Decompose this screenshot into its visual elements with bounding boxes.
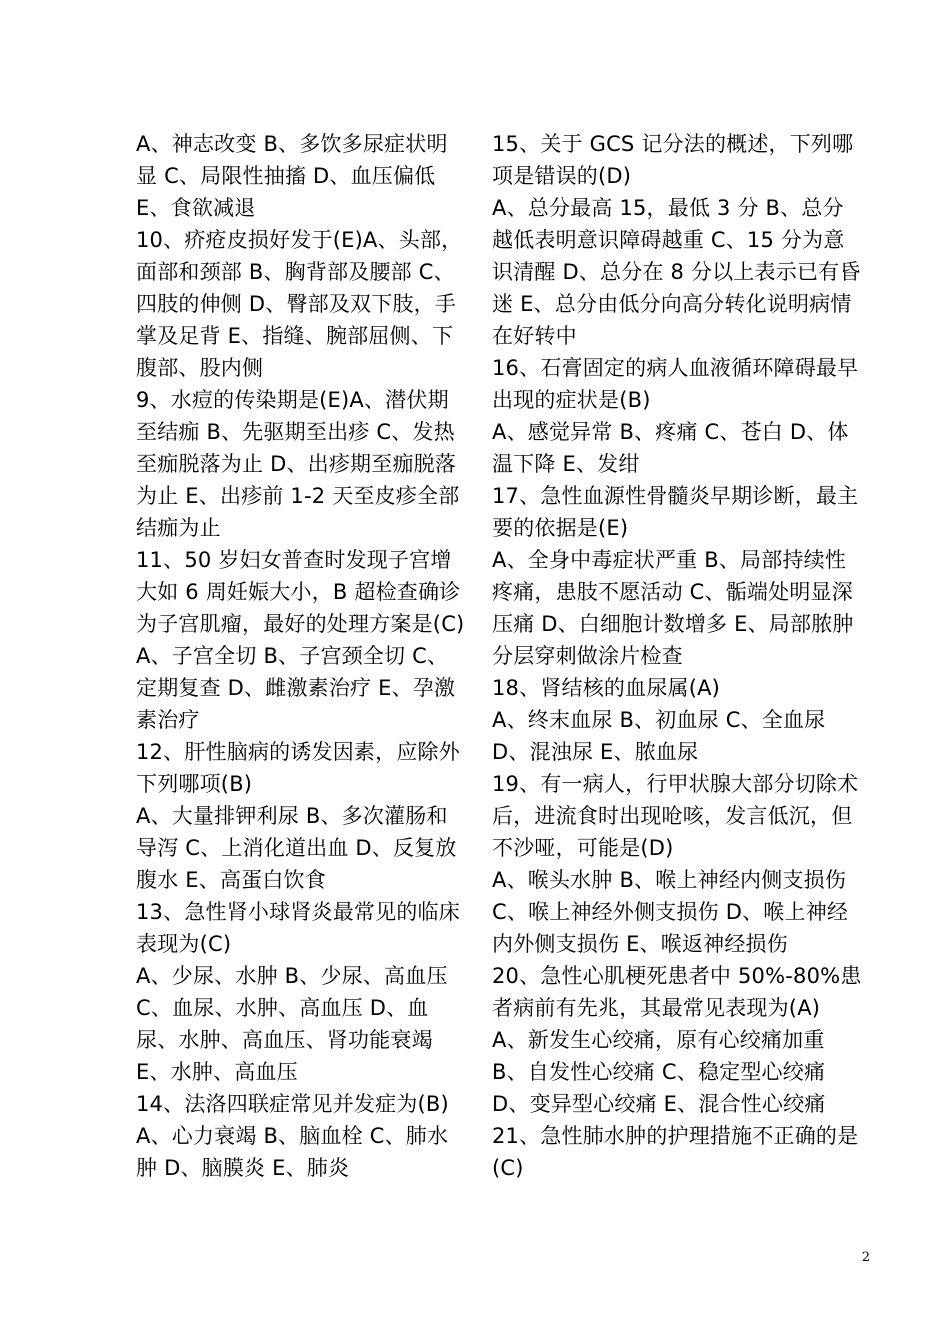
question-13-options: A、少尿、水肿 B、少尿、高血压 C、血尿、水肿、高血压 D、血尿、水肿、高血压、肾功能衰竭 E、水肿、高血压	[136, 964, 448, 1084]
page-number: 2	[861, 1250, 870, 1265]
question-18: 18、肾结核的血尿属(A)	[492, 676, 721, 700]
question-10: 10、疥疮皮损好发于(E)A、头部，面部和颈部 B、胸背部及腰部 C、四肢的伸侧 D、臀部及双下肢，手掌及足背 E、指缝、腕部屈侧、下腹部、股内侧	[136, 228, 463, 380]
question-20-options: A、新发生心绞痛，原有心绞痛加重 B、自发性心绞痛 C、稳定型心绞痛 D、变异型心绞痛 E、混合性心绞痛	[492, 1028, 826, 1116]
question-16: 16、石膏固定的病人血液循环障碍最早出现的症状是(B)	[492, 356, 859, 412]
question-17: 17、急性血源性骨髓炎早期诊断，最主要的依据是(E)	[492, 484, 859, 540]
question-11-options: A、子宫全切 B、子宫颈全切 C、定期复查 D、雌激素治疗 E、孕激素治疗	[136, 644, 456, 732]
question-21: 21、急性肺水肿的护理措施不正确的是(C)	[492, 1124, 859, 1180]
question-12: 12、肝性脑病的诱发因素，应除外下列哪项(B)	[136, 740, 460, 796]
question-13: 13、急性肾小球肾炎最常见的临床表现为(C)	[136, 900, 460, 956]
question-19-options: A、喉头水肿 B、喉上神经内侧支损伤 C、喉上神经外侧支损伤 D、喉上神经内外侧支损伤 E、喉返神经损伤	[492, 868, 849, 956]
question-17-options: A、全身中毒症状严重 B、局部持续性疼痛，患肢不愿活动 C、骺端处明显深压痛 D、白细胞计数增多 E、局部脓肿分层穿刺做涂片检查	[492, 548, 854, 668]
question-15-options: A、总分最高 15，最低 3 分 B、总分越低表明意识障碍越重 C、15 分为意识清醒 D、总分在 8 分以上表示已有昏迷 E、总分由低分向高分转化说明病情在好转中	[492, 196, 861, 348]
question-20: 20、急性心肌梗死患者中 50%-80%患者病前有先兆，其最常见表现为(A)	[492, 964, 862, 1020]
right-column	[492, 128, 862, 1184]
question-12-options: A、大量排钾利尿 B、多次灌肠和导泻 C、上消化道出血 D、反复放腹水 E、高蛋白饮食	[136, 804, 457, 892]
question-19: 19、有一病人，行甲状腺大部分切除术后，进流食时出现呛咳，发言低沉，但不沙哑，可能是(D)	[492, 772, 859, 860]
question-15: 15、关于 GCS 记分法的概述，下列哪项是错误的(D)	[492, 132, 854, 188]
question-14: 14、法洛四联症常见并发症为(B)	[136, 1092, 449, 1116]
question-11: 11、50 岁妇女普查时发现子宫增大如 6 周妊娠大小，B 超检查确诊为子宫肌瘤，最好的处理方案是(C)	[136, 548, 465, 636]
question-18-options: A、终末血尿 B、初血尿 C、全血尿 D、混浊尿 E、脓血尿	[492, 708, 826, 764]
question-16-options: A、感觉异常 B、疼痛 C、苍白 D、体温下降 E、发绀	[492, 420, 849, 476]
question-14-options: A、心力衰竭 B、脑血栓 C、肺水肿 D、脑膜炎 E、肺炎	[136, 1124, 449, 1180]
option-line: A、神志改变 B、多饮多尿症状明显 C、局限性抽搐 D、血压偏低 E、食欲减退	[136, 132, 448, 220]
left-column	[136, 128, 466, 1184]
question-9: 9、水痘的传染期是(E)A、潜伏期至结痂 B、先驱期至出疹 C、发热至痂脱落为止 D、出疹期至痂脱落为止 E、出疹前 1-2 天至皮疹全部结痂为止	[136, 388, 460, 540]
